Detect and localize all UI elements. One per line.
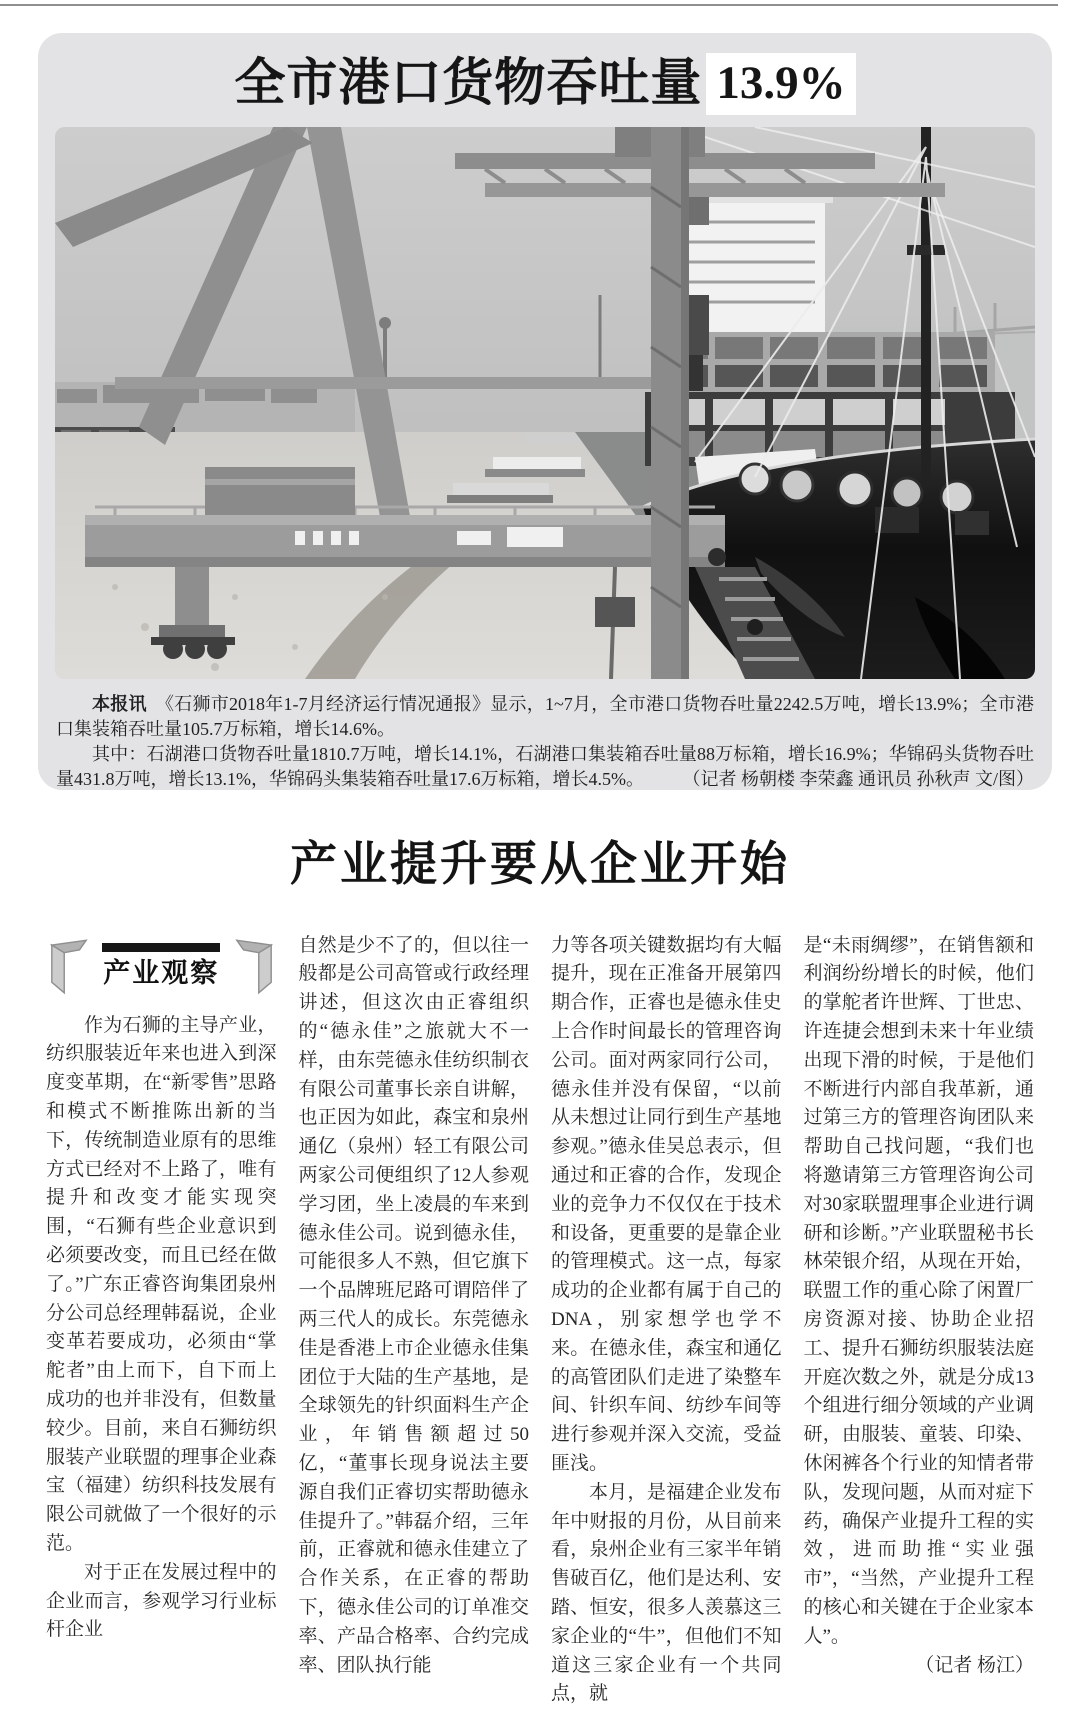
article2-col1-paragraph-2: 对于正在发展过程中的企业而言，参观学习行业标杆企业 bbox=[46, 1561, 277, 1641]
article1-byline: （记者 杨朝楼 李荣鑫 通讯员 孙秋声 文/图） bbox=[682, 769, 1034, 789]
article2-column-1 bbox=[46, 932, 277, 1709]
section-badge bbox=[48, 936, 275, 998]
article1-headline-highlight: 13.9% bbox=[706, 53, 855, 115]
section-badge-bar bbox=[102, 943, 220, 952]
industry-article bbox=[0, 790, 1080, 1709]
article2-col3-paragraph-2: 本月，是福建企业发布年中财报的月份，从目前来看，泉州企业有三家半年销售破百亿，他们是达利、安踏、恒安，很多人羡慕这三家企业的“牛”，但他们不知道这三家企业有一个共同点，就 bbox=[551, 1481, 782, 1705]
article2-column-3 bbox=[551, 932, 782, 1709]
article2-column-2 bbox=[299, 932, 530, 1709]
port-news-panel bbox=[38, 33, 1052, 790]
article1-paragraph-2 bbox=[56, 742, 1034, 792]
article2-col3-paragraph-1: 力等各项关键数据均有大幅提升，现在正准备开展第四期合作，正睿也是德永佳史上合作时间最长的管理咨询公司。面对两家同行公司，德永佳并没有保留，“以前从未想过让同行到生产基地参观。”德永佳吴总表示，但通过和正睿的合作，发现企业的竞争力不仅仅在于技术和设备，更重要的是靠企业的管理模式。这一点，每家成功的企业都有属于自己的DNA，别家想学也学不来。在德永佳，森宝和通亿的高管团队们走进了染整车间、针织车间、纺纱车间等进行参观并深入交流，受益匪浅。 bbox=[551, 934, 782, 1475]
article2-column-4 bbox=[804, 932, 1035, 1709]
article1-headline bbox=[54, 47, 1036, 121]
article2-col2-paragraph-1: 自然是少不了的，但以往一般都是公司高管或行政经理讲述，但这次由正睿组织的“德永佳”之旅就大不一样，由东莞德永佳纺织制衣有限公司董事长亲自讲解，也正因为如此，森宝和泉州通亿（泉州）轻工有限公司两家公司便组织了12人参观学习团，坐上凌晨的车来到德永佳公司。说到德永佳，可能很多人不熟，但它旗下一个品牌班尼路可谓陪伴了两三代人的成长。东莞德永佳是香港上市企业德永佳集团位于大陆的生产基地，是全球领先的针织面料生产企业，年销售额超过50亿，“董事长现身说法主要源自我们正睿切实帮助德永佳提升了。”韩磊介绍，三年前，正睿就和德永佳建立了合作关系，在正睿的帮助下，德永佳公司的订单准交率、产品合格率、合约完成率、团队执行能 bbox=[298, 934, 529, 1676]
article2-columns bbox=[0, 932, 1080, 1709]
article2-headline: 产业提升要从企业开始 bbox=[290, 839, 790, 891]
article2-byline: （记者 杨江） bbox=[915, 1654, 1034, 1676]
corner-bracket-right-icon bbox=[233, 938, 275, 996]
article1-headline-text: 全市港口货物吞吐量 bbox=[234, 55, 703, 112]
port-photo bbox=[55, 127, 1035, 679]
article2-col4-paragraph-1: 是“未雨绸缪”，在销售额和利润纷纷增长的时候，他们的掌舵者许世辉、丁世忠、许连捷会想到未来十年业绩出现下滑的时候，于是他们不断进行内部自我革新，通过第三方的管理咨询团队来帮助自己找问题，“我们也将邀请第三方管理咨询公司对30家联盟理事企业进行调研和诊断。”产业联盟秘书长林荣银介绍，从现在开始，联盟工作的重心除了闲置厂房资源对接、协助企业招工、提升石狮纺织服装法庭开庭次数之外，就是分成13个组进行细分领域的产业调研，由服装、童装、印染、休闲裤各个行业的知情者带队，发现问题，从而对症下药，确保产业提升工程的实效，进而助推“实业强市”，“当然，产业提升工程的核心和关键在于企业家本人”。 bbox=[803, 934, 1034, 1647]
page-top-rule bbox=[0, 4, 1058, 6]
section-badge-center bbox=[102, 943, 220, 989]
port-photo-illustration bbox=[55, 127, 1035, 679]
article1-paragraph-1 bbox=[56, 692, 1034, 742]
corner-bracket-left-icon bbox=[48, 938, 90, 996]
article1-body bbox=[56, 692, 1034, 792]
article1-paragraph-2-text: 其中：石湖港口货物吞吐量1810.7万吨，增长14.1%，石湖港口集装箱吞吐量88万标箱，增长16.9%；华锦码头货物吞吐量431.8万吨，增长13.1%，华锦码头集装箱吞吐量17.6万标箱，增长4.5%。 bbox=[56, 744, 1034, 789]
article1-lede: 本报讯 bbox=[92, 694, 147, 714]
section-badge-label: 产业观察 bbox=[103, 958, 220, 989]
article2-col1-paragraph-1: 作为石狮的主导产业，纺织服装近年来也进入到深度变革期，在“新零售”思路和模式不断推陈出新的当下，传统制造业原有的思维方式已经对不上路了，唯有提升和改变才能实现突围，“石狮有些企业意识到必须要改变，而且已经在做了。”广东正睿咨询集团泉州分公司总经理韩磊说，企业变革若要成功，必须由“掌舵者”由上而下，自下而上成功的也并非没有，但数量较少。目前，来自石狮纺织服装产业联盟的理事企业森宝（福建）纺织科技发展有限公司就做了一个很好的示范。 bbox=[46, 1014, 277, 1555]
article1-paragraph-1-text: 《石狮市2018年1-7月经济运行情况通报》显示，1~7月，全市港口货物吞吐量2242.5万吨，增长13.9%；全市港口集装箱吞吐量105.7万标箱，增长14.6%。 bbox=[56, 694, 1035, 739]
